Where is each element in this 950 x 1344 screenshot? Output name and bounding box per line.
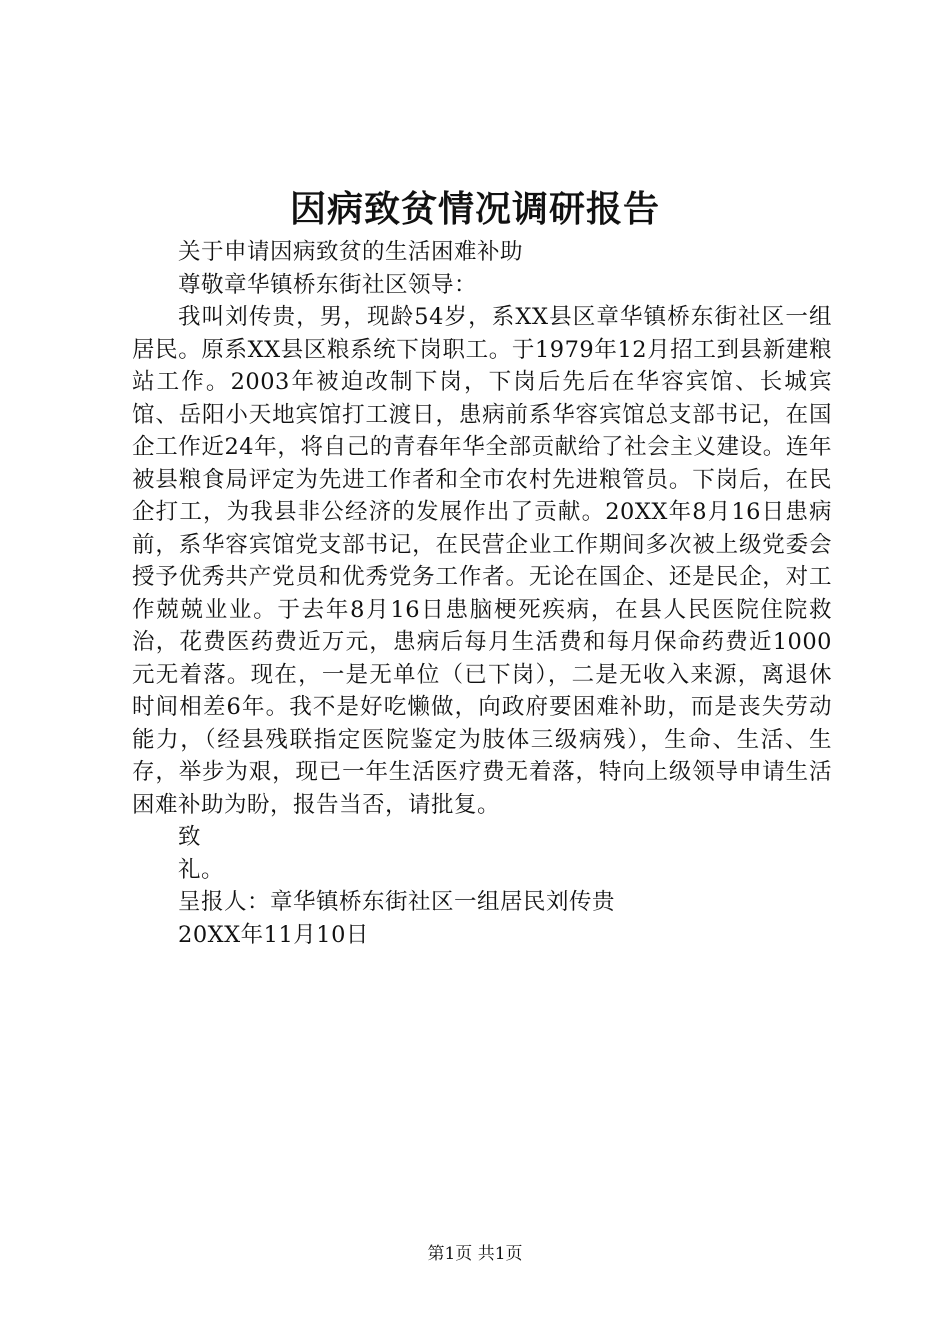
document-body (132, 236, 832, 951)
signature: 呈报人：章华镇桥东街社区一组居民刘传贵 (178, 889, 616, 915)
page-number-footer: 第1页 共1页 (427, 1244, 523, 1264)
closing-regards: 礼。 (178, 856, 225, 883)
salutation: 尊敬章华镇桥东街社区领导： (178, 271, 478, 298)
document-date: 20XX年11月10日 (178, 921, 369, 948)
body-paragraph: 我叫刘传贵，男，现龄54岁，系XX县区章华镇桥东街社区一组居民。原系XX县区粮系统下岗职工。于1979年12月招工到县新建粮站工作。2003年被迫改制下岗，下岗后先后在华容宾馆、长城宾馆、岳阳小天地宾馆打工渡日，患病前系华容宾馆总支部书记，在国企工作近24年，将自己的青春年华全部贡献给了社会主义建设。连年被县粮食局评定为先进工作者和全市农村先进粮管员。下岗后，在民企打工，为我县非公经济的发展作出了贡献。20XX年8月16日患病前，系华容宾馆党支部书记，在民营企业工作期间多次被上级党委会授予优秀共产党员和优秀党务工作者。无论在国企、还是民企，对工作兢兢业业。于去年8月16日患脑梗死疾病，在县人民医院住院救治，花费医药费近万元，患病后每月生活费和每月保命药费近1000元无着落。现在，一是无单位（已下岗），二是无收入来源，离退休时间相差6年。我不是好吃懒做，向政府要困难补助，而是丧失劳动能力，（经县残联指定医院鉴定为肢体三级病残），生命、生活、生存，举步为艰，现已一年生活医疗费无着落，特向上级领导申请生活困难补助为盼，报告当否，请批复。 (132, 304, 832, 818)
document-title: 因病致贫情况调研报告 (289, 188, 660, 230)
closing-to: 致 (178, 824, 202, 850)
subject-line: 关于申请因病致贫的生活困难补助 (178, 239, 524, 265)
